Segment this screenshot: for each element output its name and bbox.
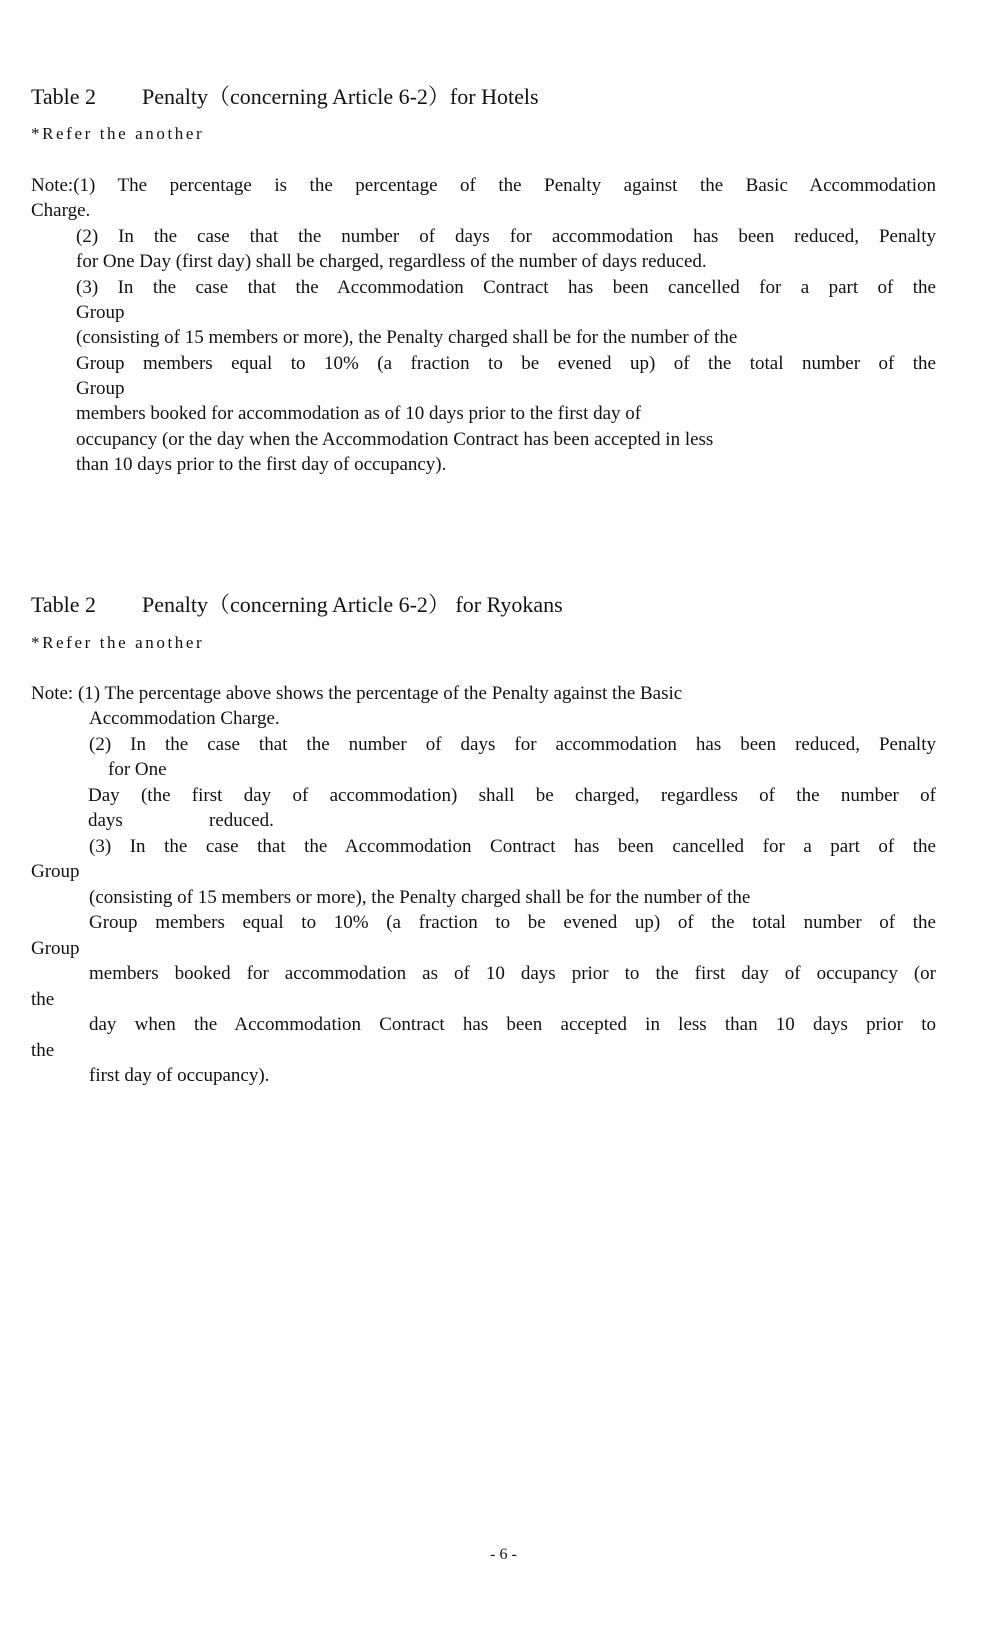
note-line: (3) In the case that the Accommodation Contract has been cancelled for a part of the	[76, 277, 936, 298]
note-line: reduced.	[209, 810, 274, 831]
hotels-refer-note: *Refer the another	[31, 124, 205, 143]
note-line: first day of occupancy).	[89, 1065, 270, 1086]
note-line: than 10 days prior to the first day of occupancy).	[76, 454, 447, 475]
note-line: (2) In the case that the number of days for accommodation has been reduced, Penalty	[76, 226, 936, 247]
note-line: Note:(1) The percentage is the percentage of the Penalty against the Basic Accommodation	[31, 175, 936, 196]
note-line: (consisting of 15 members or more), the Penalty charged shall be for the number of the	[76, 327, 738, 348]
note-line: Group	[31, 938, 80, 959]
note-line: Day (the first day of accommodation) shall be charged, regardless of the number of	[88, 785, 936, 806]
ryokans-refer-note: *Refer the another	[31, 633, 205, 652]
ryokans-table-label: Table 2	[31, 592, 97, 617]
note-line: Group	[76, 302, 125, 323]
note-line: the	[31, 1040, 55, 1061]
note-line: members booked for accommodation as of 10 days prior to the first day of	[76, 403, 642, 424]
note-line: (consisting of 15 members or more), the Penalty charged shall be for the number of the	[89, 887, 751, 908]
note-line: Accommodation Charge.	[89, 708, 280, 729]
note-line: members booked for accommodation as of 10 days prior to the first day of occupancy (or	[89, 963, 936, 984]
hotels-table-label: Table 2	[31, 84, 97, 109]
note-line: Charge.	[31, 200, 91, 221]
note-line: days	[88, 810, 123, 831]
note-line: Group	[76, 378, 125, 399]
note-line: for One Day (first day) shall be charged, regardless of the number of days reduced.	[76, 251, 707, 272]
note-line: Group members equal to 10% (a fraction to be evened up) of the total number of the	[76, 353, 936, 374]
note-line: Group	[31, 861, 80, 882]
note-line: (2) In the case that the number of days for accommodation has been reduced, Penalty	[89, 734, 936, 755]
note-line: (3) In the case that the Accommodation Contract has been cancelled for a part of the	[89, 836, 936, 857]
note-line: occupancy (or the day when the Accommodation Contract has been accepted in less	[76, 429, 714, 450]
note-line: for One	[108, 759, 167, 780]
hotels-table-title: Penalty（concerning Article 6-2）for Hotels	[142, 84, 539, 109]
note-line: day when the Accommodation Contract has been accepted in less than 10 days prior to	[89, 1014, 936, 1035]
note-line: the	[31, 989, 55, 1010]
page-number: - 6 -	[490, 1546, 517, 1563]
ryokans-table-title: Penalty（concerning Article 6-2） for Ryokans	[142, 592, 563, 617]
note-line: Note: (1) The percentage above shows the percentage of the Penalty against the Basic	[31, 683, 683, 704]
note-line: Group members equal to 10% (a fraction to be evened up) of the total number of the	[89, 912, 936, 933]
